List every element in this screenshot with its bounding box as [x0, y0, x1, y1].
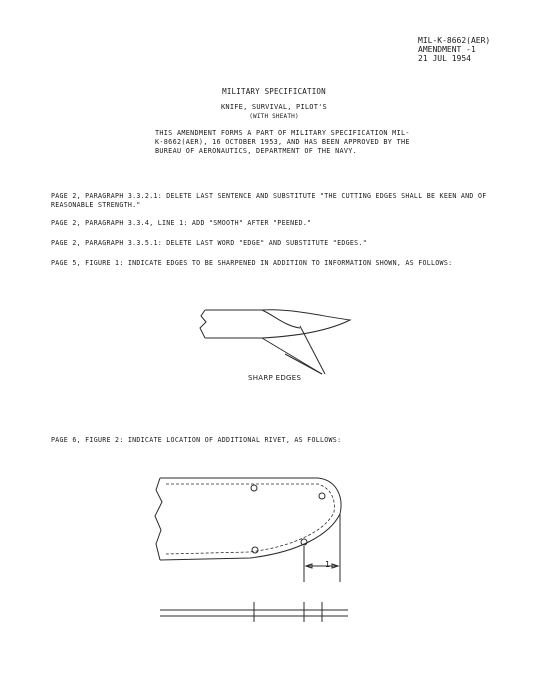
amendment-item-4: PAGE 5, FIGURE 1: INDICATE EDGES TO BE SHARPENED IN ADDITION TO INFORMATION SHOWN, AS FOLLOWS:	[51, 259, 453, 267]
document-subtitle-sub: (WITH SHEATH)	[249, 113, 299, 120]
rivet-dimension-label: 1	[325, 560, 331, 569]
intro-paragraph: THIS AMENDMENT FORMS A PART OF MILITARY SPECIFICATION MIL-K-8662(AER), 16 OCTOBER 1953, AND HAS BEEN APPROVED BY THE BUREAU OF AERONAUTICS, DEPARTMENT OF THE NAVY.	[155, 129, 410, 155]
document-title: MILITARY SPECIFICATION	[222, 87, 326, 96]
figure-1-blade-drawing	[0, 298, 548, 398]
spec-number: MIL-K-8662(AER)	[418, 36, 491, 45]
amendment-item-3: PAGE 2, PARAGRAPH 3.3.5.1: DELETE LAST WORD "EDGE" AND SUBSTITUTE "EDGES."	[51, 239, 367, 247]
sharp-edges-label: SHARP EDGES	[248, 374, 302, 382]
document-subtitle: KNIFE, SURVIVAL, PILOT'S	[221, 103, 327, 111]
document-header	[418, 36, 490, 63]
amendment-item-5: PAGE 6, FIGURE 2: INDICATE LOCATION OF ADDITIONAL RIVET, AS FOLLOWS:	[51, 436, 342, 444]
amendment-item-1: PAGE 2, PARAGRAPH 3.3.2.1: DELETE LAST SENTENCE AND SUBSTITUTE "THE CUTTING EDGES SHALL BE KEEN AND OF REASONABLE STRENGTH."	[51, 192, 487, 209]
amendment-date: 21 JUL 1954	[418, 54, 471, 63]
amendment-item-2: PAGE 2, PARAGRAPH 3.3.4, LINE 1: ADD "SMOOTH" AFTER "PEENED."	[51, 219, 312, 227]
figure-2-sheath-drawing	[0, 470, 548, 640]
amendment-number: AMENDMENT -1	[418, 45, 476, 54]
